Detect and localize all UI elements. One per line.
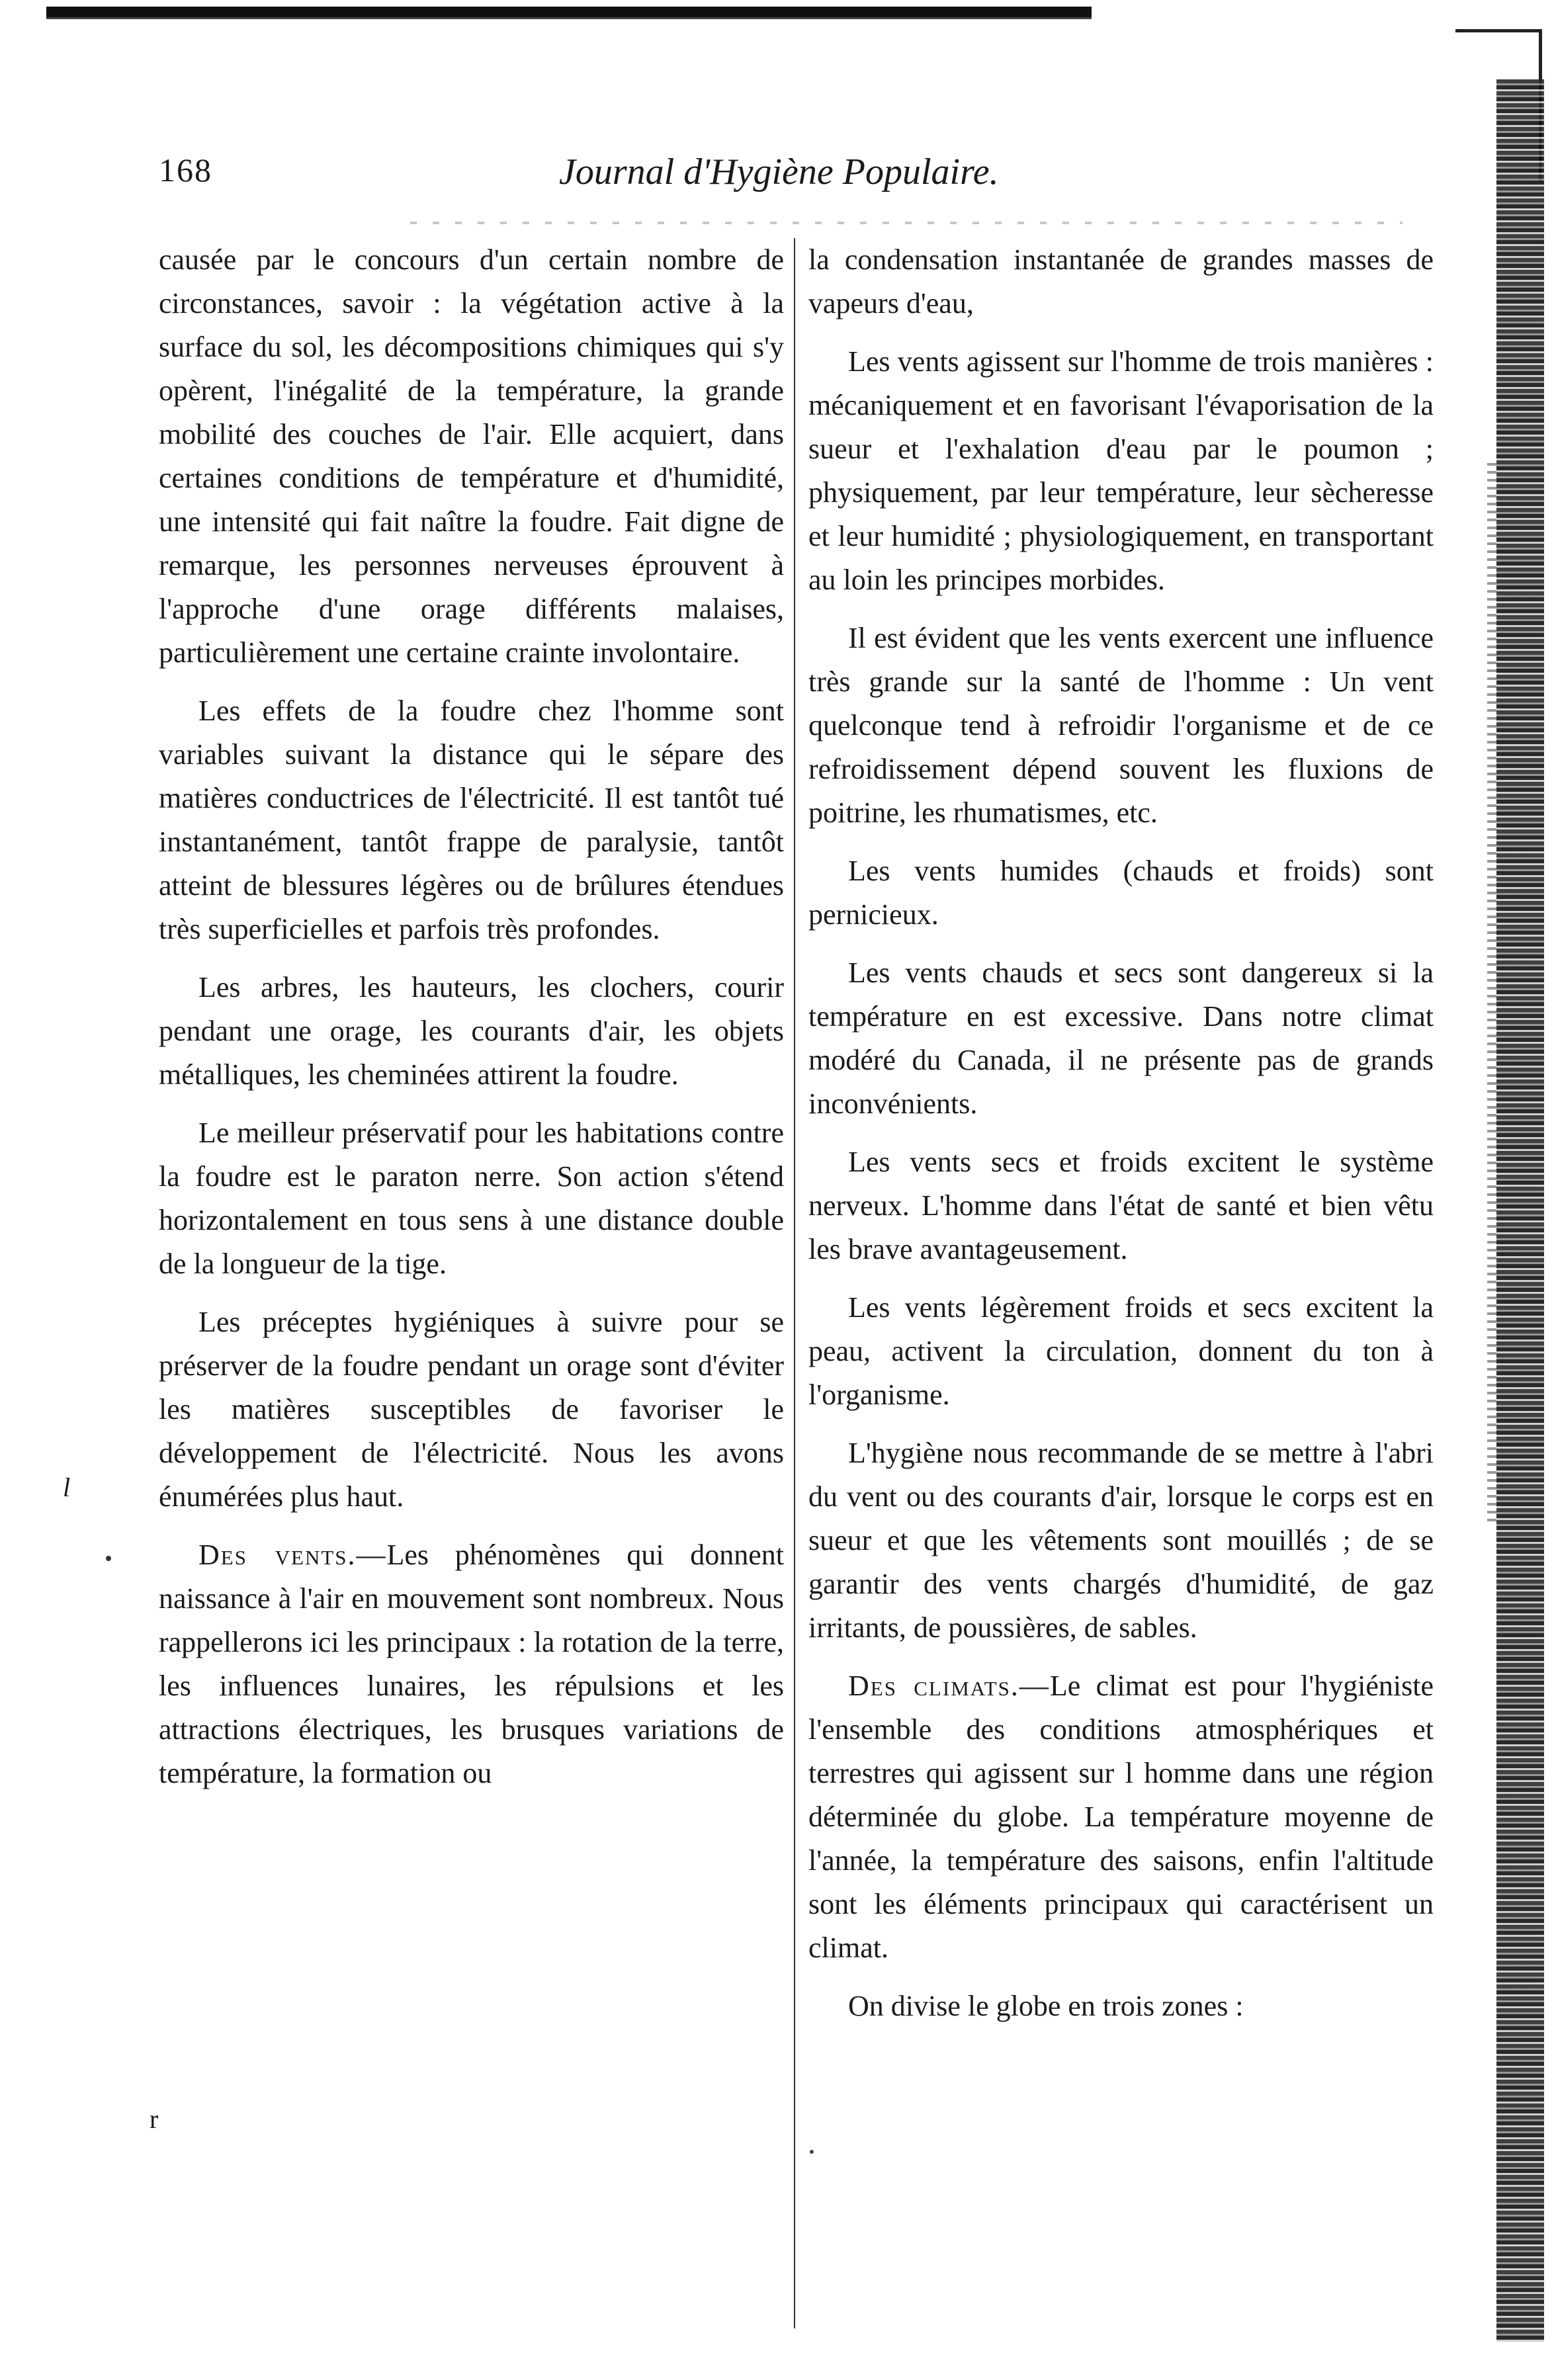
paragraph: Les vents agissent sur l'homme de trois manières : mécaniquement et en favorisant l'évaporisation de la sueur et l'exhalation d'eau par le poumon ; physiquement, par leur température, leur sècheresse et leur humidité ; physiologiquement, en transportant au loin les principes morbides. [808, 345, 1434, 596]
journal-title: Journal d'Hygiène Populaire. [559, 151, 999, 192]
paragraph: causée par le concours d'un certain nombre de circonstances, savoir : la végétation active à la surface du sol, les décompositions chimiques qui s'y opèrent, l'inégalité de la température, la grande mobilité des couches de l'air. Elle acquiert, dans certaines conditions de température et d'humidité, une intensité qui fait naître la foudre. Fait digne de remarque, les personnes nerveuses éprouvent à l'approche d'une orage différents malaises, particulièrement une certaine crainte involontaire. [159, 243, 784, 669]
header-dotted-rule [410, 222, 1403, 224]
section-heading-des-vents: Des vents.— [198, 1539, 387, 1571]
paragraph: Les préceptes hygiéniques à suivre pour se préserver de la foudre pendant un orage sont d'éviter les matières susceptibles de favoriser le développement de l'électricité. Nous les avons énumérées plus haut. [159, 1306, 784, 1513]
margin-mark: l [63, 1472, 71, 1502]
paragraph: Les vents chauds et secs sont dangereux si la température en est excessive. Dans notre climat modéré du Canada, il ne présente pas de grands inconvénients. [808, 956, 1434, 1120]
paragraph-text: Les phénomènes qui donnent naissance à l'air en mouvement sont nombreux. Nous rappellerons ici les principaux : la rotation de la terre, les influences lunaires, les répulsions et les attractions électriques, les brusques variations de température, la formation ou [159, 1539, 784, 1789]
left-column [159, 238, 784, 1795]
paragraph: la condensation instantanée de grandes masses de vapeurs d'eau, [808, 243, 1434, 319]
paragraph-text: Le climat est pour l'hygiéniste l'ensemble des conditions atmosphériques et terrestres qui agissent sur l homme dans une région déterminée du globe. La température moyenne de l'année, la température des saisons, enfin l'altitude sont les éléments principaux qui caractérisent un climat. [808, 1670, 1434, 1964]
column-divider [794, 238, 795, 2328]
margin-dot [810, 2150, 814, 2154]
corner-rule [1455, 29, 1541, 32]
section-heading-des-climats: Des climats.— [848, 1670, 1050, 1702]
paragraph: Les effets de la foudre chez l'homme sont variables suivant la distance qui le sépare des matières conductrices de l'électricité. Il est tantôt tué instantanément, tantôt frappe de paralysie, tantôt atteint de blessures légères ou de brûlures étendues très superficielles et parfois très profondes. [159, 695, 784, 945]
paragraph: Il est évident que les vents exercent une influence très grande sur la santé de l'homme : Un vent quelconque tend à refroidir l'organisme et de ce refroidissement dépend souvent les fluxions de poitrine, les rhumatismes, etc. [808, 622, 1434, 829]
paragraph: L'hygiène nous recommande de se mettre à l'abri du vent ou des courants d'air, lorsque le corps est en sueur et que les vêtements sont mouillés ; de se garantir des vents chargés d'humidité, de gaz irritants, de poussières, de sables. [808, 1437, 1434, 1644]
margin-mark: r [150, 2104, 159, 2134]
scan-binding-edge [1496, 79, 1544, 2342]
paragraph: Le meilleur préservatif pour les habitations contre la foudre est le paraton nerre. Son action s'étend horizontalement en tous sens à une distance double de la longueur de la tige. [159, 1117, 784, 1280]
paragraph-des-climats [808, 1664, 1434, 1970]
paragraph: On divise le globe en trois zones : [848, 1990, 1244, 2022]
right-column [808, 238, 1434, 2028]
paragraph: Les vents secs et froids excitent le système nerveux. L'homme dans l'état de santé et bien vêtu les brave avantageusement. [808, 1146, 1434, 1265]
scan-binding-shadow [1487, 463, 1496, 1521]
paragraph: Les vents humides (chauds et froids) sont pernicieux. [808, 855, 1434, 931]
margin-dot [106, 1556, 111, 1561]
paragraph-des-vents [159, 1533, 784, 1795]
page-header [159, 151, 1085, 204]
page-number: 168 [159, 151, 212, 189]
top-border-rule [46, 7, 1092, 17]
paragraph: Les vents légèrement froids et secs excitent la peau, activent la circulation, donnent du ton à l'organisme. [808, 1291, 1434, 1411]
paragraph: Les arbres, les hauteurs, les clochers, courir pendant une orage, les courants d'air, les objets métalliques, les cheminées attirent la foudre. [159, 971, 784, 1091]
top-border-rule-thin [46, 17, 1092, 19]
